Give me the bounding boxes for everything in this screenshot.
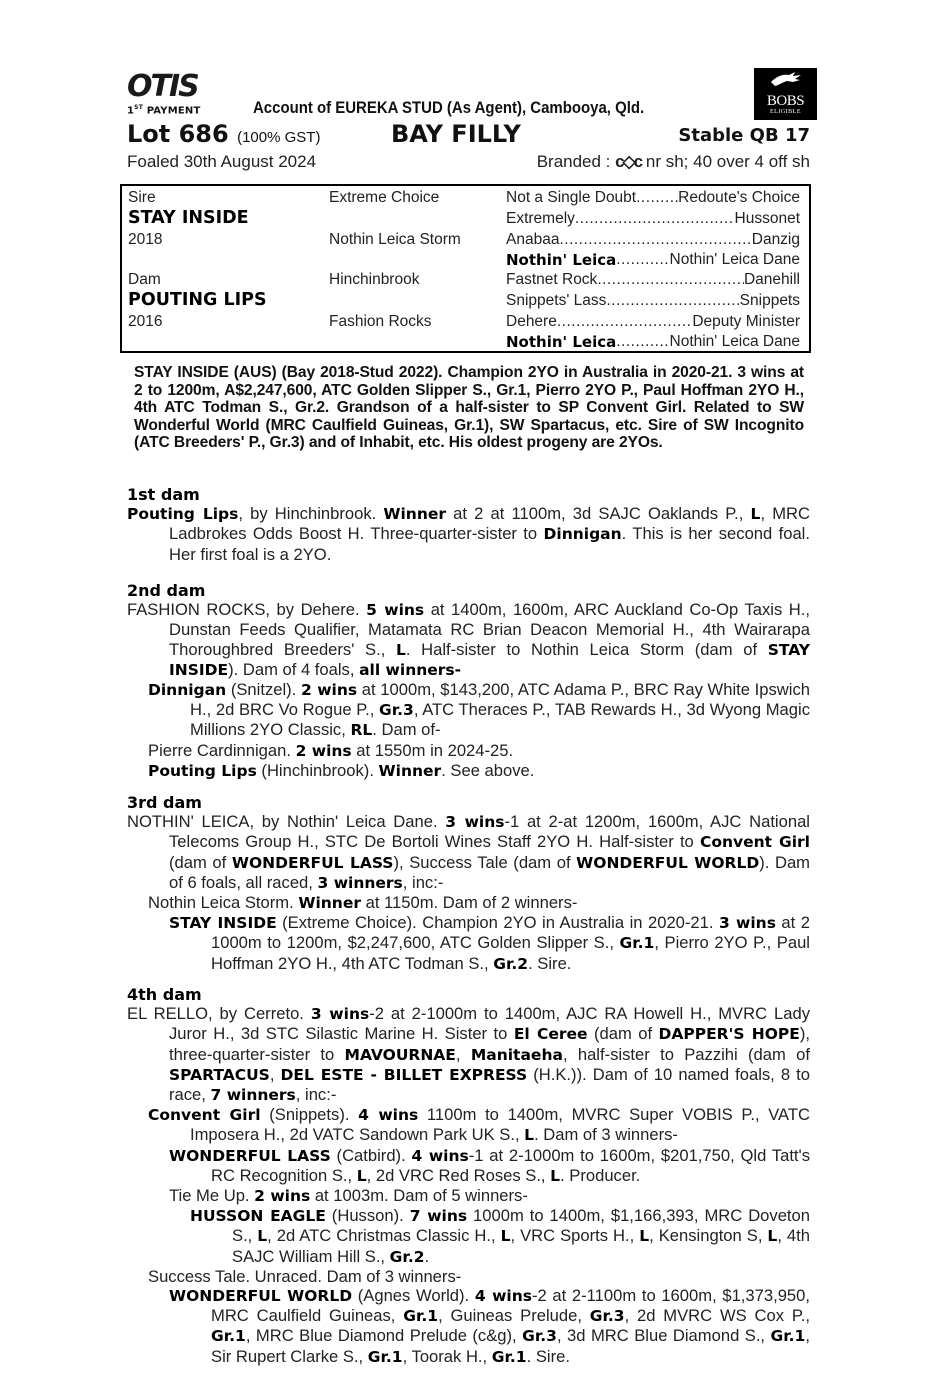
dam-year: 2016: [128, 313, 163, 330]
gst-note: (100% GST): [237, 129, 321, 146]
second-dam-section: [127, 581, 810, 781]
dam-sire: Hinchinbrook: [329, 271, 420, 288]
ancestor-row: Dehere ..... Deputy Minister: [506, 313, 800, 331]
sire-sire: Extreme Choice: [329, 189, 440, 206]
progeny-entry: Convent Girl (Snippets). 4 wins 1100m to 1400m, MVRC Super VOBIS P., VATC Imposera H., 2d VATC Sandown Park UK S., L. Dam of 3 winners-: [148, 1105, 810, 1145]
fourth-dam-section: [127, 985, 810, 1367]
section-heading: 4th dam: [127, 985, 202, 1004]
brand-mark-icon: ϲ◇ϲ: [615, 152, 642, 171]
progeny-entry: STAY INSIDE (Extreme Choice). Champion 2YO in Australia in 2020-21. 3 wins at 2 1000m to 1200m, $2,247,600, ATC Golden Slipper S., Gr.1, Pierro 2YO P., Paul Hoffman 2YO H., 4th ATC Todman S., Gr.2. Sire.: [169, 913, 810, 973]
section-heading: 3rd dam: [127, 793, 202, 812]
dam-entry: NOTHIN' LEICA, by Nothin' Leica Dane. 3 wins-1 at 2-at 1200m, 1600m, AJC National Telecoms Group H., STC De Bortoli Wines Staff 2YO H. Half-sister to Convent Girl (dam of WONDERFUL LASS), Success Tale (dam of WONDERFUL WORLD). Dam of 6 foals, all raced, 3 winners, inc:-: [127, 812, 811, 892]
sire-label: Sire: [128, 189, 156, 206]
dam-entry: FASHION ROCKS, by Dehere. 5 wins at 1400m, 1600m, ARC Auckland Co-Op Taxis H., Dunstan Feeds Qualifier, Matamata RC Brian Deacon Memorial H., 4th Wairarapa Thoroughbred Breeders' S., L. Half-sister to Nothin Leica Storm (dam of STAY INSIDE). Dam of 4 foals, all winners-: [127, 600, 810, 679]
sire-year: 2018: [128, 231, 163, 248]
ancestor-row: Anabaa ..... Danzig: [506, 231, 800, 249]
bobs-eligible-logo: BOBS ELIGIBLE: [754, 68, 817, 120]
lot-header: [127, 68, 810, 186]
brand-description: Branded : ϲ◇ϲ nr sh; 40 over 4 off sh: [536, 152, 810, 171]
progeny-entry: Pouting Lips (Hinchinbrook). Winner. See above.: [148, 760, 535, 780]
ancestor-row: Snippets' Lass ..... Snippets: [506, 292, 800, 310]
dam-entry: EL RELLO, by Cerreto. 3 wins-2 at 2-1000m to 1400m, AJC RA Howell H., MVRC Lady Juror H., 3d STC Silastic Marine H. Sister to El Ceree (dam of DAPPER'S HOPE), three-quarter-sister to MAVOURNAE, Manitaeha, half-sister to Pazzihi (dam of SPARTACUS, DEL ESTE - BILLET EXPRESS (H.K.)). Dam of 10 named foals, 8 to race, 7 winners, inc:-: [127, 1004, 811, 1105]
dam-label: Dam: [128, 271, 161, 288]
ancestor-row: Not a Single Doubt ..... Redoute's Choice: [506, 189, 800, 207]
foaled-date: Foaled 30th August 2024: [127, 152, 317, 171]
sire-name: STAY INSIDE: [128, 208, 249, 228]
section-heading: 1st dam: [127, 485, 200, 504]
ancestor-row: Extremely ..... Hussonet: [506, 210, 800, 228]
pedigree-table: [120, 184, 811, 353]
vendor-line: Account of EUREKA STUD (As Agent), Cambooya, Qld.: [253, 98, 645, 117]
stable-number: Stable QB 17: [678, 125, 810, 146]
otis-logo-subtitle: 1ST PAYMENT: [127, 104, 201, 117]
ancestor-row: Nothin' Leica ..... Nothin' Leica Dane: [506, 251, 800, 269]
progeny-entry: Dinnigan (Snitzel). 2 wins at 1000m, $143,200, ATC Adama P., BRC Ray White Ipswich H., 2d BRC Vo Rogue P., Gr.3, ATC Theraces P., TAB Rewards H., 3d Wyong Magic Millions 2YO Classic, RL. Dam of-: [148, 680, 810, 740]
dam-dam: Fashion Rocks: [329, 313, 432, 330]
progeny-entry: WONDERFUL WORLD (Agnes World). 4 wins-2 at 2-1100m to 1600m, $1,373,950, MRC Caulfield Guineas, Gr.1, Guineas Prelude, Gr.3, 2d MVRC WS Cox P., Gr.1, MRC Blue Diamond Prelude (c&g), Gr.3, 3d MRC Blue Diamond S., Gr.1, Sir Rupert Clarke S., Gr.1, Toorak H., Gr.1. Sire.: [169, 1286, 811, 1366]
lot-number: Lot 686 (100% GST): [127, 120, 321, 148]
otis-logo: [127, 69, 217, 117]
progeny-entry: WONDERFUL LASS (Catbird). 4 wins-1 at 2-1000m to 1600m, $201,750, Qld Tatt's RC Recognition S., L, 2d VRC Red Roses S., L. Producer.: [169, 1145, 811, 1185]
section-heading: 2nd dam: [127, 581, 206, 600]
sire-dam: Nothin Leica Storm: [329, 231, 461, 248]
progeny-entry: Pierre Cardinnigan. 2 wins at 1550m in 2024-25.: [148, 740, 514, 760]
sex-colour: BAY FILLY: [391, 120, 521, 148]
progeny-entry: HUSSON EAGLE (Husson). 7 wins 1000m to 1400m, $1,166,393, MRC Doveton S., L, 2d ATC Christmas Classic H., L, VRC Sports H., L, Kensington S, L, 4th SAJC William Hill S., Gr.2.: [190, 1206, 810, 1266]
ancestor-row: Nothin' Leica ..... Nothin' Leica Dane: [506, 333, 800, 351]
sire-summary: STAY INSIDE (AUS) (Bay 2018-Stud 2022). Champion 2YO in Australia in 2020-21. 3 wins at 2 to 1200m, A$2,247,600, ATC Golden Slipper S., Gr.1, Pierro 2YO P., Paul Hoffman 2YO H., 4th ATC Todman S., Gr.2. Grandson of a half-sister to SP Convent Girl. Related to SW Wonderful World (MRC Caulfield Guineas, Gr.1), SW Spartacus, etc. Sire of SW Incognito (ATC Breeders' P., Gr.3) and of Inhabit, etc. His oldest progeny are 2YOs.: [134, 364, 804, 451]
third-dam-section: [127, 793, 810, 974]
horse-head-icon: [754, 70, 817, 94]
otis-logo-mark: OTIS: [127, 69, 198, 104]
dam-name: POUTING LIPS: [128, 290, 267, 310]
lot-row: [127, 120, 810, 150]
progeny-entry: Success Tale. Unraced. Dam of 3 winners-: [148, 1266, 462, 1286]
progeny-entry: Tie Me Up. 2 wins at 1003m. Dam of 5 winners-: [169, 1186, 528, 1206]
dam-entry: Pouting Lips, by Hinchinbrook. Winner at 2 at 1100m, 3d SAJC Oaklands P., L, MRC Ladbrokes Odds Boost H. Three-quarter-sister to Dinnigan. This is her second foal. Her first foal is a 2YO.: [127, 504, 810, 564]
ancestor-row: Fastnet Rock ..... Danehill: [506, 271, 800, 289]
progeny-entry: Nothin Leica Storm. Winner at 1150m. Dam of 2 winners-: [148, 893, 578, 913]
first-dam-section: [127, 485, 810, 564]
catalogue-page: [127, 68, 811, 1366]
